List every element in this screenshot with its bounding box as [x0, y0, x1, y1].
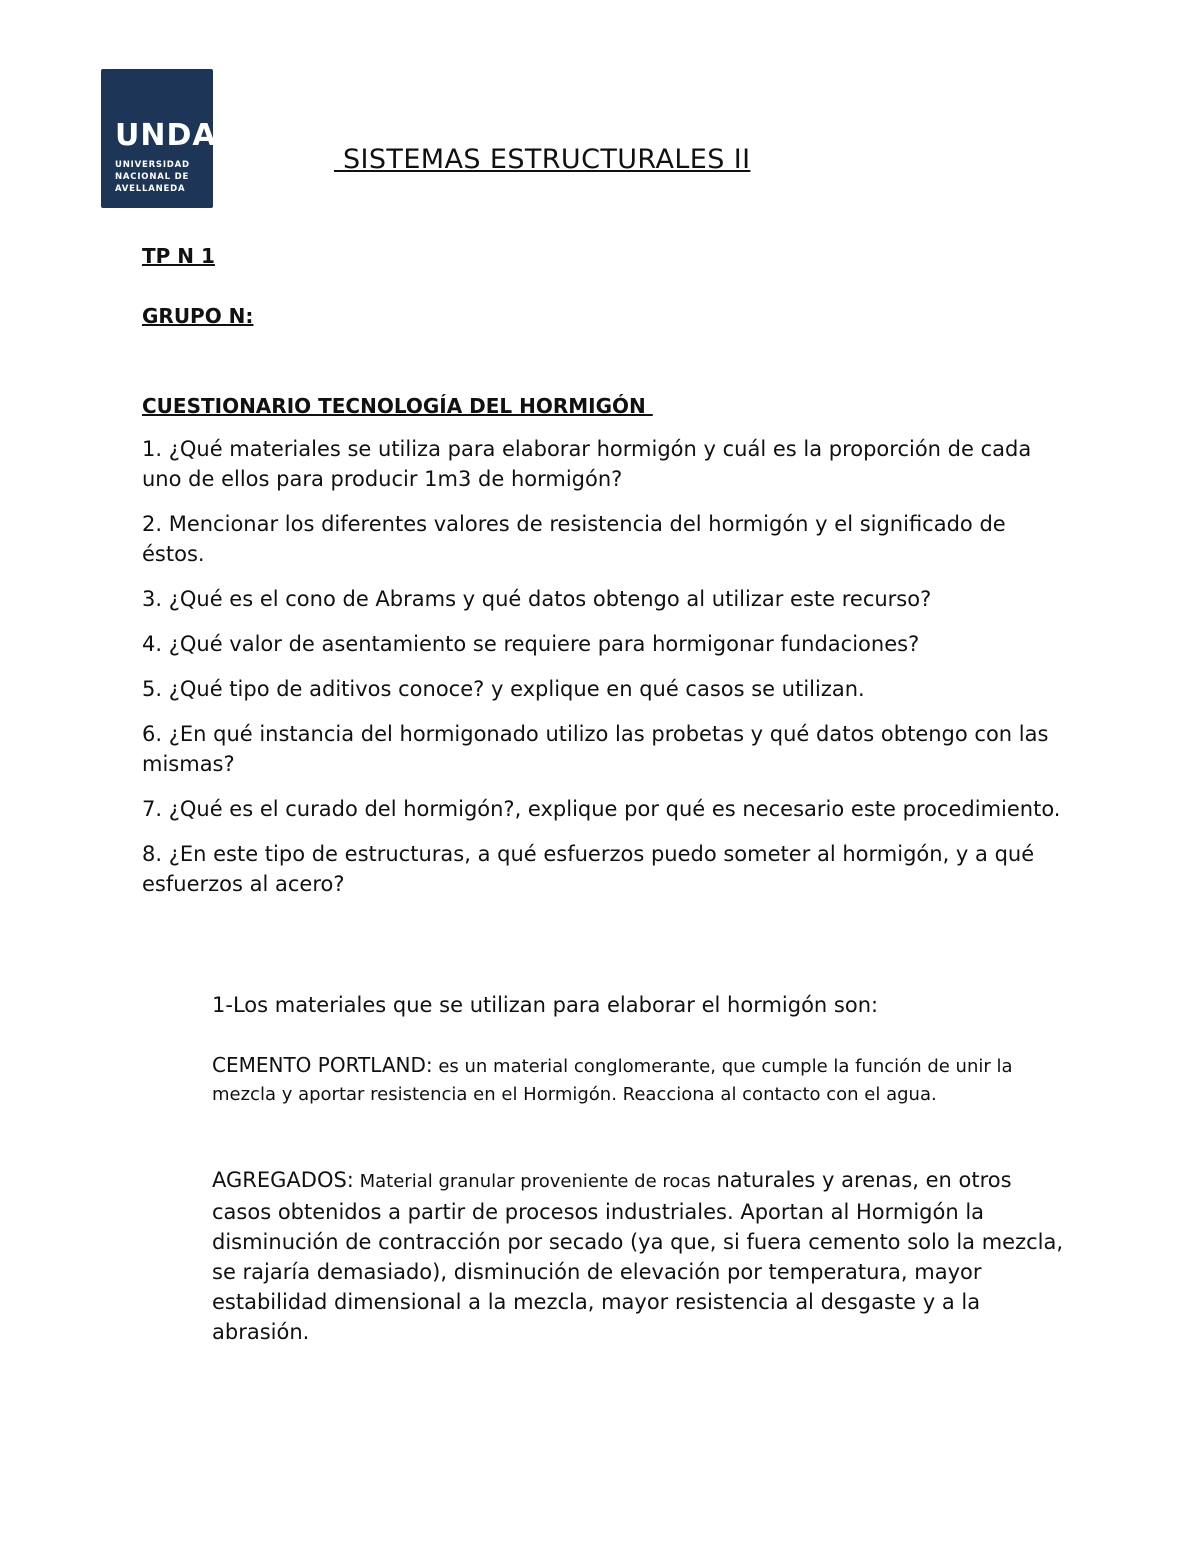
question-item: 6. ¿En qué instancia del hormigonado utilizo las probetas y qué datos obtengo con las mismas? — [142, 722, 1049, 776]
university-logo — [101, 69, 239, 208]
agregados-paragraph — [212, 1165, 1072, 1347]
agregados-text: naturales y arenas, en otros casos obtenidos a partir de procesos industriales. Aportan al Hormigón la disminución de contracción por secado (ya que, si fuera cemento solo la mezcla, se rajaría demasiado), disminución de elevación por temperatura, mayor estabilidad dimensional a la mezcla, mayor resistencia al desgaste y a la abrasión. — [212, 1168, 1064, 1344]
cemento-text: es un material conglomerante, que cumple la función de unir la mezcla y aportar resistencia en el Hormigón. Reacciona al contacto con el agua. — [212, 1056, 1013, 1105]
cuestionario-heading: CUESTIONARIO TECNOLOGÍA DEL HORMIGÓN — [142, 394, 653, 418]
answer-intro: 1-Los materiales que se utilizan para elaborar el hormigón son: — [212, 993, 879, 1017]
question-item: 3. ¿Qué es el cono de Abrams y qué datos obtengo al utilizar este recurso? — [142, 587, 932, 611]
question-item: 1. ¿Qué materiales se utiliza para elaborar hormigón y cuál es la proporción de cada uno de ellos para producir 1m3 de hormigón? — [142, 437, 1032, 491]
question-list — [142, 434, 1062, 914]
logo-line-3: AVELLANEDA — [115, 184, 186, 194]
question-item: 4. ¿Qué valor de asentamiento se requiere para hormigonar fundaciones? — [142, 632, 920, 656]
tp-heading: TP N 1 — [142, 244, 215, 268]
question-item: 7. ¿Qué es el curado del hormigón?, explique por qué es necesario este procedimiento. — [142, 797, 1061, 821]
document-title: SISTEMAS ESTRUCTURALES II — [334, 144, 751, 175]
question-item: 2. Mencionar los diferentes valores de resistencia del hormigón y el significado de éstos. — [142, 512, 1006, 566]
cemento-label: CEMENTO PORTLAND: — [212, 1053, 433, 1077]
logo-line-1: UNIVERSIDAD — [115, 160, 190, 170]
grupo-heading: GRUPO N: — [142, 304, 254, 328]
logo-subtitle — [115, 159, 205, 195]
agregados-label: AGREGADOS: — [212, 1168, 354, 1192]
question-item: 8. ¿En este tipo de estructuras, a qué esfuerzos puedo someter al hormigón, y a qué esfuerzos al acero? — [142, 842, 1035, 896]
agregados-intro-text: Material granular proveniente de rocas — [353, 1171, 717, 1192]
logo-mark: UNDAV — [115, 118, 239, 153]
logo-line-2: NACIONAL DE — [115, 172, 190, 182]
question-item: 5. ¿Qué tipo de aditivos conoce? y explique en qué casos se utilizan. — [142, 677, 865, 701]
cemento-paragraph — [212, 1051, 1072, 1109]
